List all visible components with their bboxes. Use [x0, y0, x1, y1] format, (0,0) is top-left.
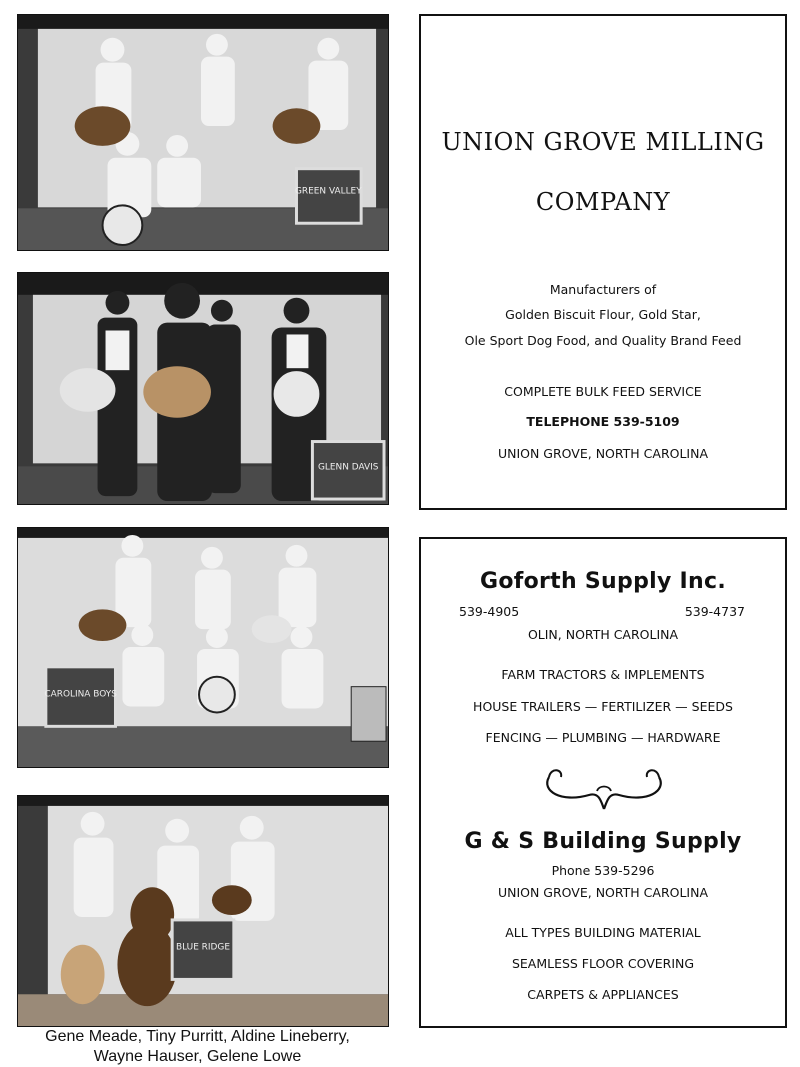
caption-line-1: Gene Meade, Tiny Purritt, Aldine Lineberry,: [45, 1028, 350, 1045]
photo1-sign-text: GREEN VALLEY: [294, 186, 362, 197]
gs-location: UNION GROVE, NORTH CAROLINA: [497, 885, 709, 900]
gs-item-2: SEAMLESS FLOOR COVERING: [511, 956, 695, 971]
ad-goforth-gs-supply: [419, 537, 787, 1028]
gs-item-3: CARPETS & APPLIANCES: [527, 987, 679, 1002]
goforth-title: Goforth Supply Inc.: [479, 569, 727, 594]
milling-telephone: TELEPHONE 539-5109: [526, 414, 680, 429]
band-photo-2: [17, 272, 389, 505]
gs-title: G & S Building Supply: [464, 829, 742, 854]
goforth-phone-left: 539-4905: [459, 604, 520, 619]
photo3-sign-text: CAROLINA BOYS: [44, 689, 117, 700]
ad-union-grove-milling: [419, 14, 787, 510]
gs-item-1: ALL TYPES BUILDING MATERIAL: [505, 925, 701, 940]
goforth-phone-right: 539-4737: [684, 604, 745, 619]
goforth-item-3: FENCING — PLUMBING — HARDWARE: [485, 730, 721, 745]
band-photo-1: [17, 14, 389, 251]
milling-title-line-2: COMPANY: [535, 188, 671, 216]
photo2-sign-text: GLENN DAVIS: [317, 462, 379, 473]
goforth-item-2: HOUSE TRAILERS — FERTILIZER — SEEDS: [473, 699, 733, 714]
milling-desc-line-3: Ole Sport Dog Food, and Quality Brand Feed: [464, 333, 742, 348]
milling-service: COMPLETE BULK FEED SERVICE: [504, 384, 702, 399]
milling-desc-line-2: Golden Biscuit Flour, Gold Star,: [505, 307, 701, 322]
milling-location: UNION GROVE, NORTH CAROLINA: [497, 446, 709, 461]
gs-phone: Phone 539-5296: [551, 863, 655, 878]
milling-title-line-1: UNION GROVE MILLING: [441, 128, 765, 156]
milling-desc-line-1: Manufacturers of: [549, 282, 657, 297]
goforth-item-1: FARM TRACTORS & IMPLEMENTS: [501, 667, 705, 682]
ornament-divider-icon: [539, 761, 669, 813]
band-photo-3: [17, 527, 389, 768]
photo4-sign-text: BLUE RIDGE: [176, 942, 230, 953]
band-photo-4: [17, 795, 389, 1027]
caption-line-2: Wayne Hauser, Gelene Lowe: [93, 1048, 302, 1065]
goforth-location: OLIN, NORTH CAROLINA: [527, 627, 679, 642]
photo-caption: [0, 1027, 395, 1067]
